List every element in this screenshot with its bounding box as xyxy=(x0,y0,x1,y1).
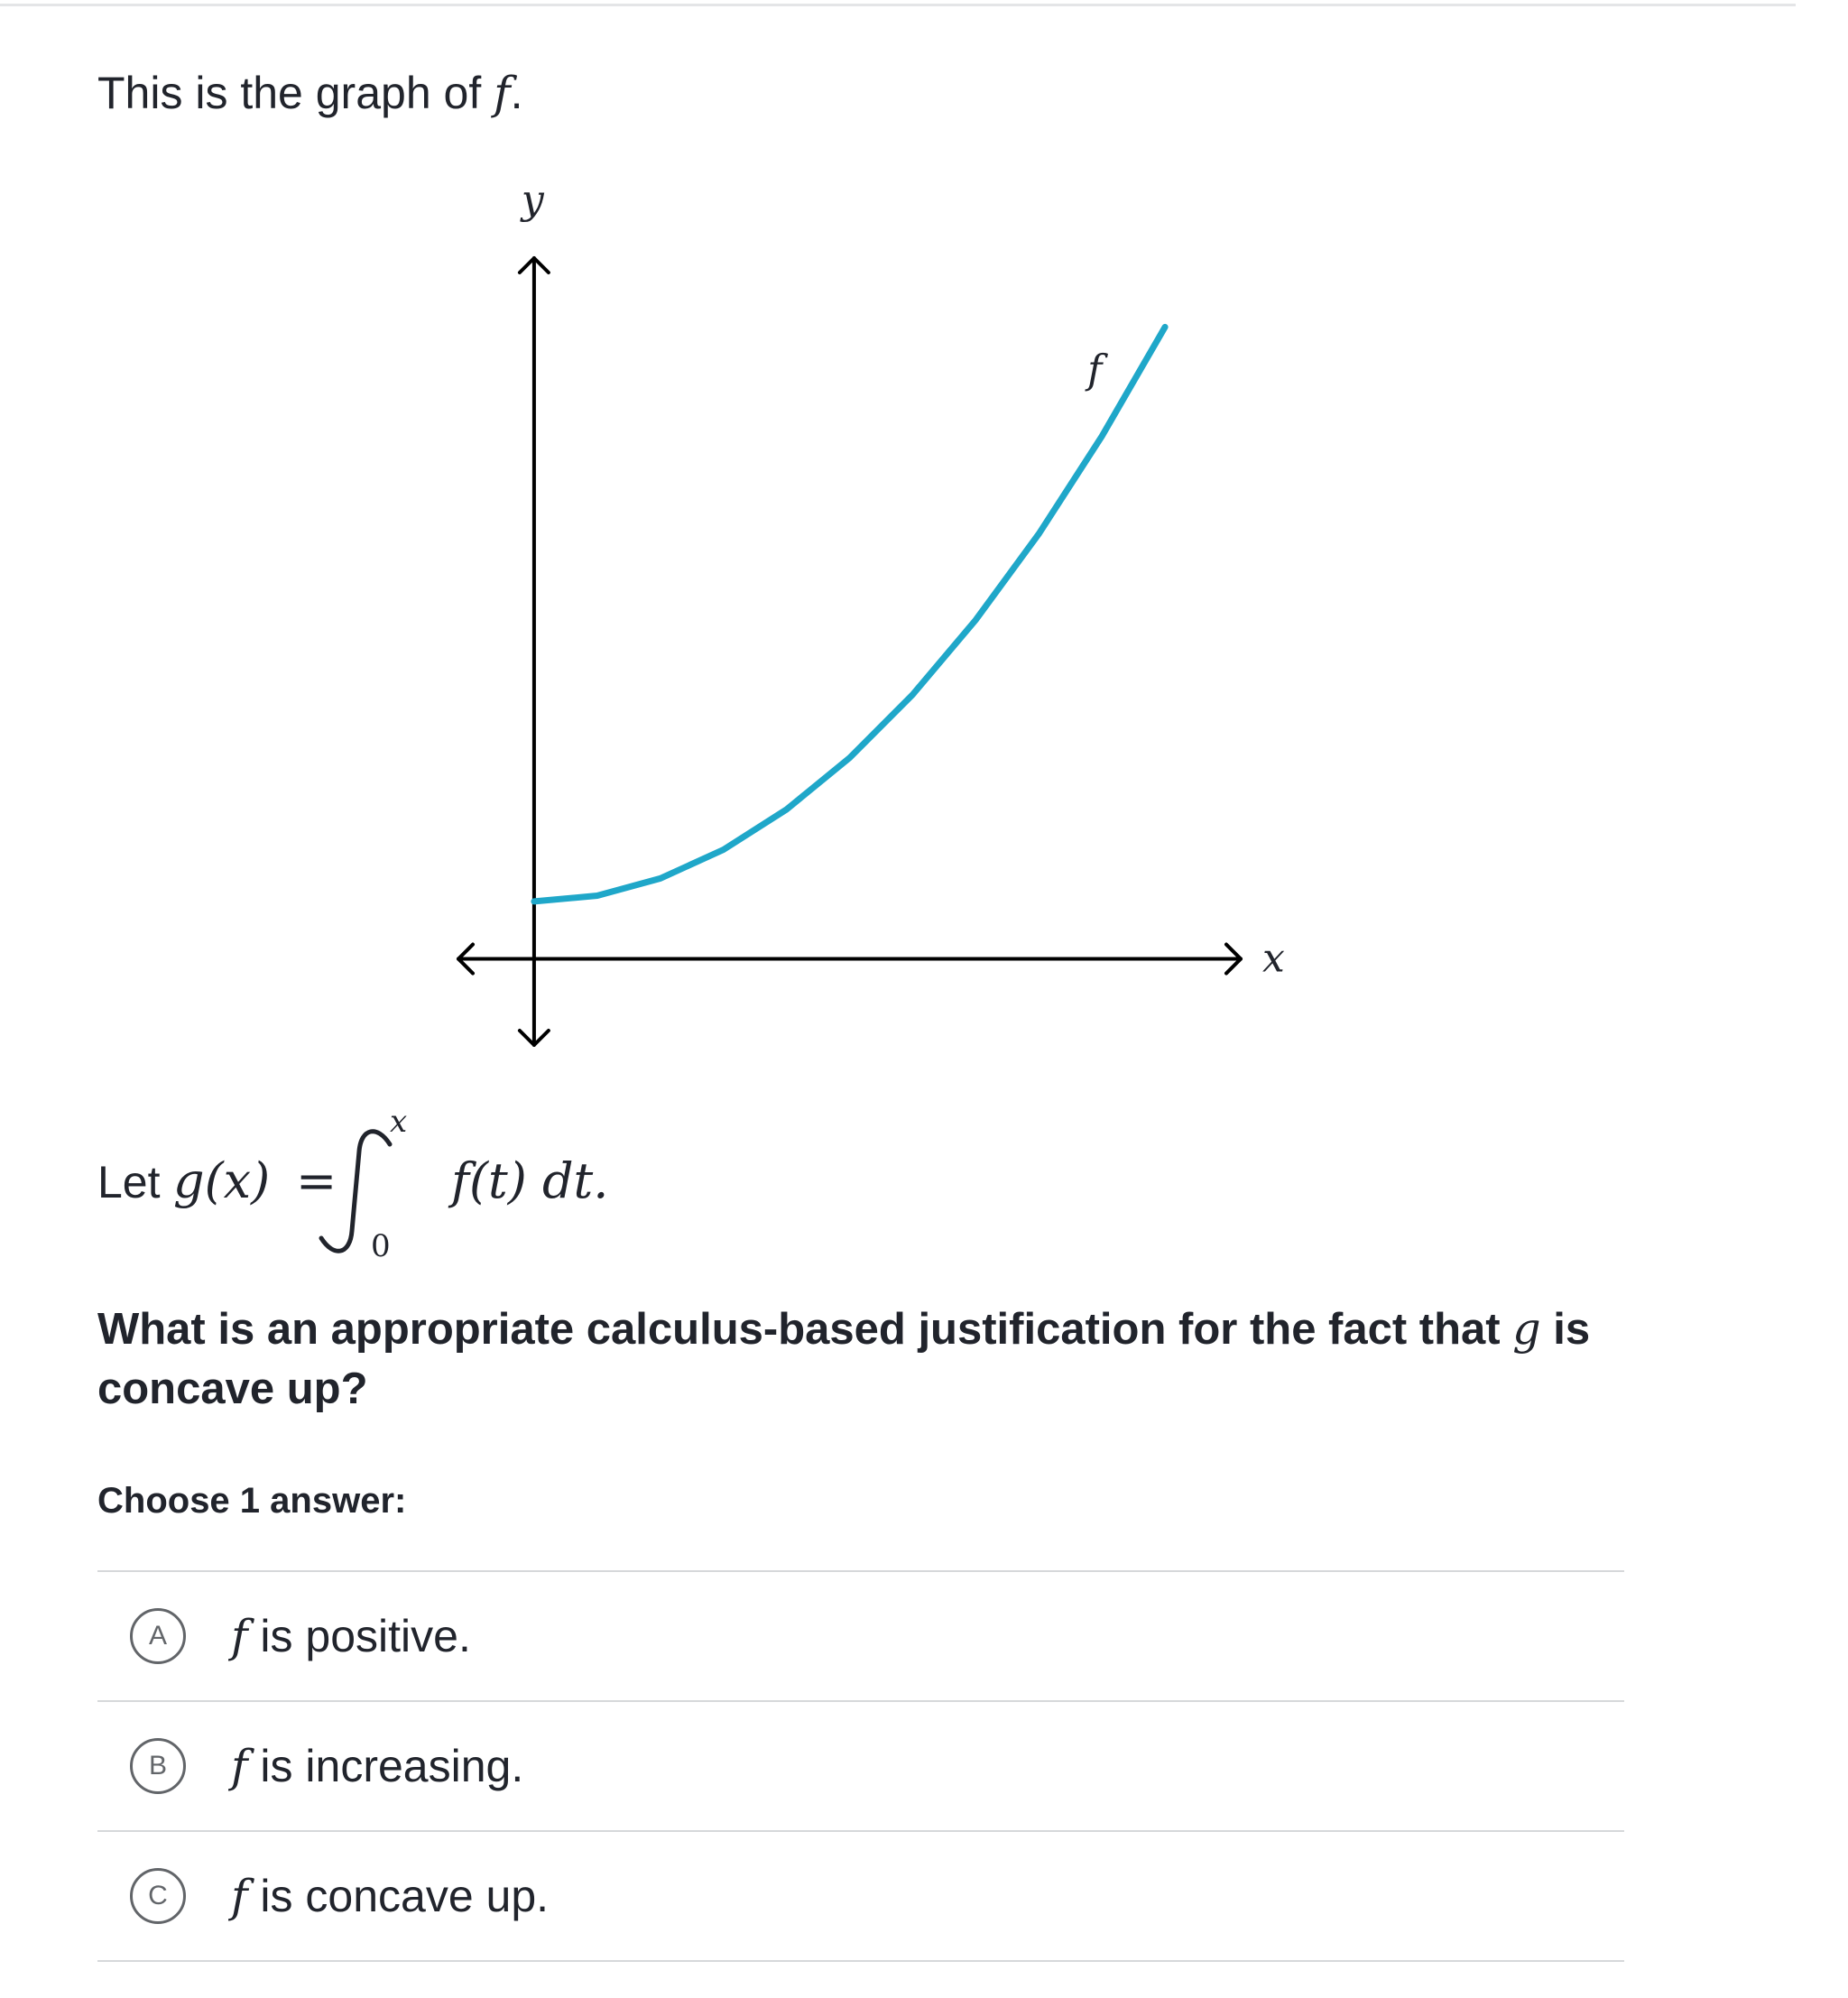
integral-lower-limit: 0 xyxy=(371,1228,391,1264)
integral-expression xyxy=(97,1092,1000,1272)
integral-upper-limit: x xyxy=(390,1104,408,1140)
question-variable: g xyxy=(1512,1303,1541,1355)
intro-text: This is the graph of xyxy=(97,68,494,118)
choice-a-radio[interactable]: A xyxy=(130,1608,186,1664)
choice-c-symbol: f xyxy=(231,1870,248,1922)
series-label-f: f xyxy=(1087,347,1103,393)
answer-choices xyxy=(97,1570,1624,1962)
series-line-f xyxy=(534,327,1165,902)
choice-b-text: is increasing. xyxy=(247,1741,524,1791)
choice-a[interactable] xyxy=(97,1572,1624,1702)
graph-axes xyxy=(458,258,1241,1045)
choice-c-label xyxy=(231,1864,549,1928)
question-text-after: is concave up? xyxy=(97,1305,1591,1413)
intro-function-symbol: f xyxy=(494,67,511,119)
choice-c-text: is concave up. xyxy=(247,1871,550,1921)
choice-b-label xyxy=(231,1734,523,1798)
integral-lhs: g(x) xyxy=(173,1152,271,1209)
integral-definition xyxy=(97,1092,1000,1272)
choice-c[interactable] xyxy=(97,1832,1624,1962)
choice-a-symbol: f xyxy=(231,1610,248,1662)
integral-equals: = xyxy=(296,1152,337,1209)
question-text-before: What is an appropriate calculus-based justification for the fact that xyxy=(97,1305,1513,1354)
question-text xyxy=(97,1300,1686,1419)
choice-b-radio[interactable]: B xyxy=(130,1738,186,1794)
x-axis-label: x xyxy=(1262,935,1285,982)
choose-prompt: Choose 1 answer: xyxy=(97,1481,407,1521)
intro-period: . xyxy=(510,68,523,118)
y-axis-label: y xyxy=(521,177,544,223)
choice-a-text: is positive. xyxy=(247,1611,471,1661)
integral-integrand: f(t) dt. xyxy=(451,1152,609,1209)
let-word: Let xyxy=(97,1157,161,1207)
choice-c-radio[interactable]: C xyxy=(130,1868,186,1924)
choice-b-symbol: f xyxy=(231,1740,248,1792)
choice-a-label xyxy=(231,1605,471,1668)
choice-b[interactable] xyxy=(97,1702,1624,1832)
